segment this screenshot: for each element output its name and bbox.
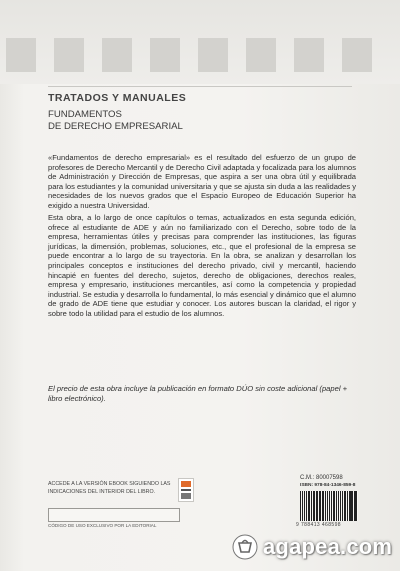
decorative-stripes (6, 38, 400, 72)
barcode-bar (354, 491, 355, 521)
barcode-bar (317, 491, 318, 521)
cm-code: C.M.: 80007598 (300, 475, 343, 481)
barcode-bar (340, 491, 342, 521)
stripe (342, 38, 372, 72)
barcode-bar (300, 491, 301, 521)
synopsis-paragraph-2: Esta obra, a lo largo de once capítulos o temas, actualizados en esta segunda edición, ofrece al estudiante de ADE y aún no familiarizado con el Derecho, sobre todo de la empresa, herramientas útiles y precisas para comprender las instituciones, las figuras jurídicas, la dimensión, problemas, soluciones, etc., que el profesional de la empresa se puede encontrar a lo largo de su trayectoria. En la obra, se analizan y desarrollan los principales conceptos e instituciones del derecho privado, civil y mercantil, haciendo hincapié en fuentes del derecho, sujetos, derecho de obligaciones, derechos reales, empresa y empresario, instituciones mercantiles, así como la competencia y propiedad industrial. Se estudia y desarrolla lo fundamental, lo más esencial y dinámico que el alumno de grado de ADE tiene que estudiar y conocer. Los autores buscan la claridad, el rigor y sobre todo la utilidad para el estudio de los alumnos. (48, 213, 356, 318)
barcode-bar (304, 491, 305, 521)
barcode-bar (308, 491, 310, 521)
barcode-bar (316, 491, 317, 521)
barcode-bar (331, 491, 332, 521)
collection-name: TRATADOS Y MANUALES (48, 92, 187, 104)
barcode-bar (322, 491, 324, 521)
code-caption: CÓDIGO DE USO EXCLUSIVO POR LA EDITORIAL (48, 523, 157, 528)
header-divider (48, 86, 352, 87)
barcode-bar (329, 491, 331, 521)
watermark-text: agapea.com (263, 534, 393, 559)
barcode-bar (333, 491, 335, 521)
book-title-line-1: FUNDAMENTOS (48, 109, 122, 120)
stripe (6, 38, 36, 72)
synopsis-paragraph-1: «Fundamentos de derecho empresarial» es el resultado del esfuerzo de un grupo de profesores de Derecho Mercantil y de Derecho Civil adaptada y focalizada para los alumnos de Administración y Dirección de Empresas, que aspira a ser una obra útil y equilibrada para los estudiantes y la comunidad universitaria y que se ajusta sin duda a las realidades y necesidades de los nuevos grados que el Espacio Europeo de Educación Superior ha exigido a nuestra Universidad. (48, 153, 356, 210)
price-note: El precio de esta obra incluye la publicación en formato DÚO sin coste adicional (papel + libro electrónico). (48, 384, 348, 403)
barcode-bar (327, 491, 328, 521)
barcode-bar (311, 491, 312, 521)
barcode-bar (325, 491, 326, 521)
barcode-bar (313, 491, 315, 521)
synopsis (48, 153, 356, 321)
barcode-bar (306, 491, 307, 521)
barcode-number: 9 788413 468598 (296, 522, 341, 528)
barcode-bar (355, 491, 357, 521)
ebook-access-note: ACCEDE A LA VERSIÓN EBOOK SIGUIENDO LAS INDICACIONES DEL INTERIOR DEL LIBRO. (48, 481, 171, 495)
stripe (246, 38, 276, 72)
stripe (294, 38, 324, 72)
top-decorative-band (0, 0, 400, 84)
barcode-icon (300, 491, 358, 521)
barcode-bar (349, 491, 350, 521)
barcode-bar (338, 491, 339, 521)
barcode-bar (347, 491, 348, 521)
duo-ebook-icon (178, 478, 194, 502)
barcode-bar (344, 491, 346, 521)
isbn: ISBN: 978-84-1346-859-8 (300, 483, 356, 488)
barcode-bar (342, 491, 343, 521)
barcode-bar (319, 491, 321, 521)
watermark (232, 534, 392, 560)
barcode-bar (336, 491, 337, 521)
stripe (150, 38, 180, 72)
barcode-bar (302, 491, 304, 521)
stripe (102, 38, 132, 72)
book-title (48, 109, 183, 133)
agapea-logo-icon (232, 534, 258, 560)
barcode-bar (350, 491, 352, 521)
book-title-line-2: DE DERECHO EMPRESARIAL (48, 121, 183, 132)
stripe (198, 38, 228, 72)
stripe (54, 38, 84, 72)
code-field (48, 508, 180, 522)
